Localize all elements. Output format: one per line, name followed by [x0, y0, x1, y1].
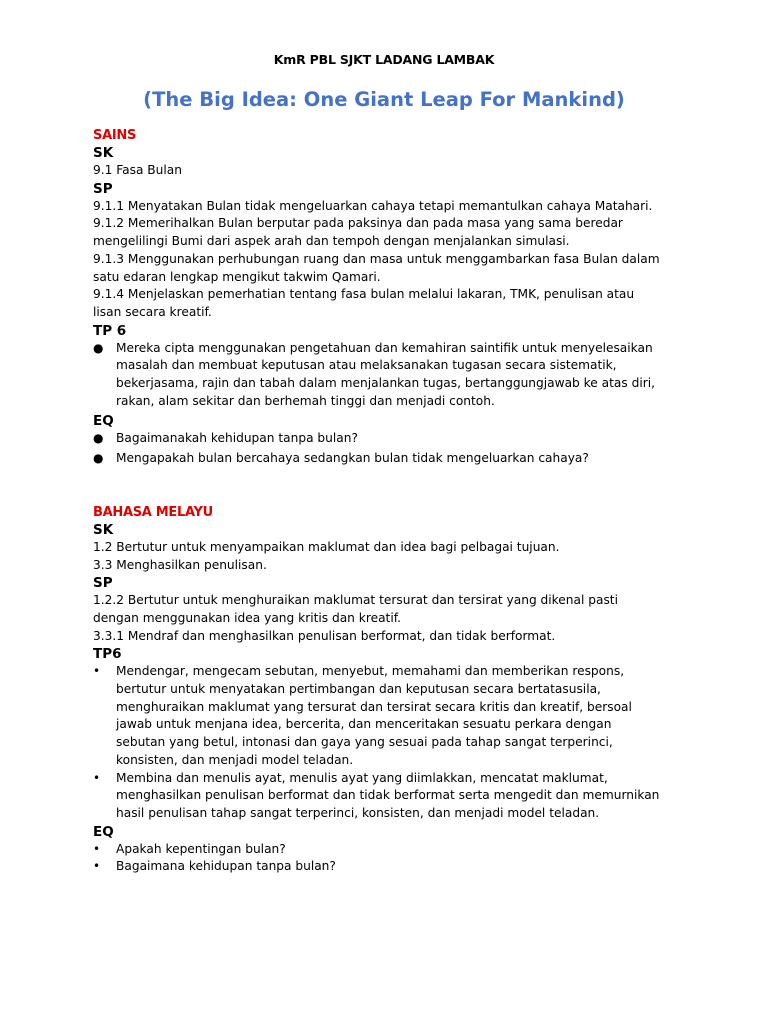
eq-item-text: Bagaimanakah kehidupan tanpa bulan? [116, 431, 358, 446]
sains-sp-line: satu edaran lengkap mengikut takwim Qamari. [93, 269, 381, 284]
bm-sp-line: 3.3.1 Mendraf dan menghasilkan penulisan berformat, dan tidak berformat. [93, 628, 556, 643]
tp-item-line: jawab untuk menjana idea, bercerita, dan menceritakan sesuatu perkara dengan [116, 717, 612, 732]
big-idea-heading: (The Big Idea: One Giant Leap For Mankind) [143, 88, 625, 111]
bm-eq-list [93, 841, 693, 876]
sains-sp-line: lisan secara kreatif. [93, 304, 212, 319]
tp-item-line: bertutur untuk menyatakan pertimbangan dan keputusan secara bertatasusila, [116, 682, 601, 697]
sains-sp-line: 9.1.2 Memerihalkan Bulan berputar pada paksinya dan pada masa yang sama beredar [93, 216, 623, 231]
sains-eq-list [93, 430, 693, 467]
tp-item-line: menghuraikan maklumat yang tersurat dan tersirat secara kritis dan kreatif, bersoal [116, 699, 632, 714]
bm-sp-label: SP [93, 575, 113, 592]
bm-tp-list [93, 663, 693, 822]
list-item [93, 430, 693, 448]
tp-item-line: bekerjasama, rajin dan tabah dalam menjalankan tugas, bertanggungjawab ke atas diri, [116, 376, 655, 391]
sains-sp-label: SP [93, 180, 113, 197]
document-page [93, 52, 693, 876]
sains-tp-label: TP 6 [93, 322, 127, 339]
list-item [93, 841, 693, 859]
bullet-icon: • [93, 859, 101, 874]
sains-sp-line: 9.1.3 Menggunakan perhubungan ruang dan masa untuk menggambarkan fasa Bulan dalam [93, 251, 660, 266]
bm-eq-label: EQ [93, 823, 114, 840]
sains-sp-line: 9.1.4 Menjelaskan pemerhatian tentang fasa bulan melalui lakaran, TMK, penulisan atau [93, 287, 635, 302]
list-item [93, 770, 693, 823]
tp-item-line: Mendengar, mengecam sebutan, menyebut, memahami dan memberikan respons, [116, 664, 625, 679]
section-heading-sains: SAINS [93, 128, 137, 143]
section-heading-bahasa-melayu: BAHASA MELAYU [93, 504, 213, 520]
bullet-icon: ● [93, 431, 104, 446]
tp-item-line: masalah dan membuat keputusan atau melaksanakan tugasan secara sistematik, [116, 358, 617, 373]
tp-item-line: sebutan yang betul, intonasi dan gaya yang sesuai pada tahap sangat terperinci, [116, 735, 613, 750]
tp-item-line: menghasilkan penulisan berformat dan tidak berformat serta mengedit dan memurnikan [116, 788, 660, 803]
list-item [93, 663, 693, 769]
bullet-icon: ● [93, 451, 104, 466]
eq-item-text: Bagaimana kehidupan tanpa bulan? [116, 859, 336, 874]
eq-item-text: Mengapakah bulan bercahaya sedangkan bulan tidak mengeluarkan cahaya? [116, 451, 589, 466]
tp-item-line: Mereka cipta menggunakan pengetahuan dan kemahiran saintifik untuk menyelesaikan [116, 340, 653, 355]
list-item [93, 858, 693, 876]
bm-tp-label: TP6 [93, 646, 122, 663]
tp-item-line: rakan, alam sekitar dan berhemah tinggi dan menjadi contoh. [116, 393, 495, 408]
sains-eq-label: EQ [93, 413, 114, 430]
bm-sp-line: dengan menggunakan idea yang kritis dan kreatif. [93, 610, 401, 625]
bullet-icon: • [93, 841, 101, 856]
document-title: KmR PBL SJKT LADANG LAMBAK [273, 52, 495, 67]
bm-sk-item: 1.2 Bertutur untuk menyampaikan maklumat dan idea bagi pelbagai tujuan. [93, 539, 560, 554]
eq-item-text: Apakah kepentingan bulan? [116, 841, 286, 856]
bm-sk-label: SK [93, 521, 114, 538]
bullet-icon: • [93, 770, 101, 785]
bm-sk-item: 3.3 Menghasilkan penulisan. [93, 557, 267, 572]
bullet-icon: • [93, 664, 101, 679]
bullet-icon: ● [93, 340, 104, 355]
sains-sp-line: mengelilingi Bumi dari aspek arah dan tempoh dengan menjalankan simulasi. [93, 234, 570, 249]
list-item [93, 450, 693, 468]
sains-sp-line: 9.1.1 Menyatakan Bulan tidak mengeluarkan cahaya tetapi memantulkan cahaya Matahari. [93, 198, 653, 213]
sains-tp-list [93, 340, 693, 411]
list-item [93, 340, 693, 411]
tp-item-line: konsisten, dan menjadi model teladan. [116, 752, 354, 767]
sains-sk-label: SK [93, 145, 114, 161]
tp-item-line: Membina dan menulis ayat, menulis ayat yang diimlakkan, mencatat maklumat, [116, 770, 608, 785]
tp-item-line: hasil penulisan tahap sangat terperinci, konsisten, dan menjadi model teladan. [116, 805, 600, 820]
sains-sk-item: 9.1 Fasa Bulan [93, 163, 182, 177]
bm-sp-line: 1.2.2 Bertutur untuk menghuraikan maklumat tersurat dan tersirat yang dikenal pasti [93, 593, 618, 608]
